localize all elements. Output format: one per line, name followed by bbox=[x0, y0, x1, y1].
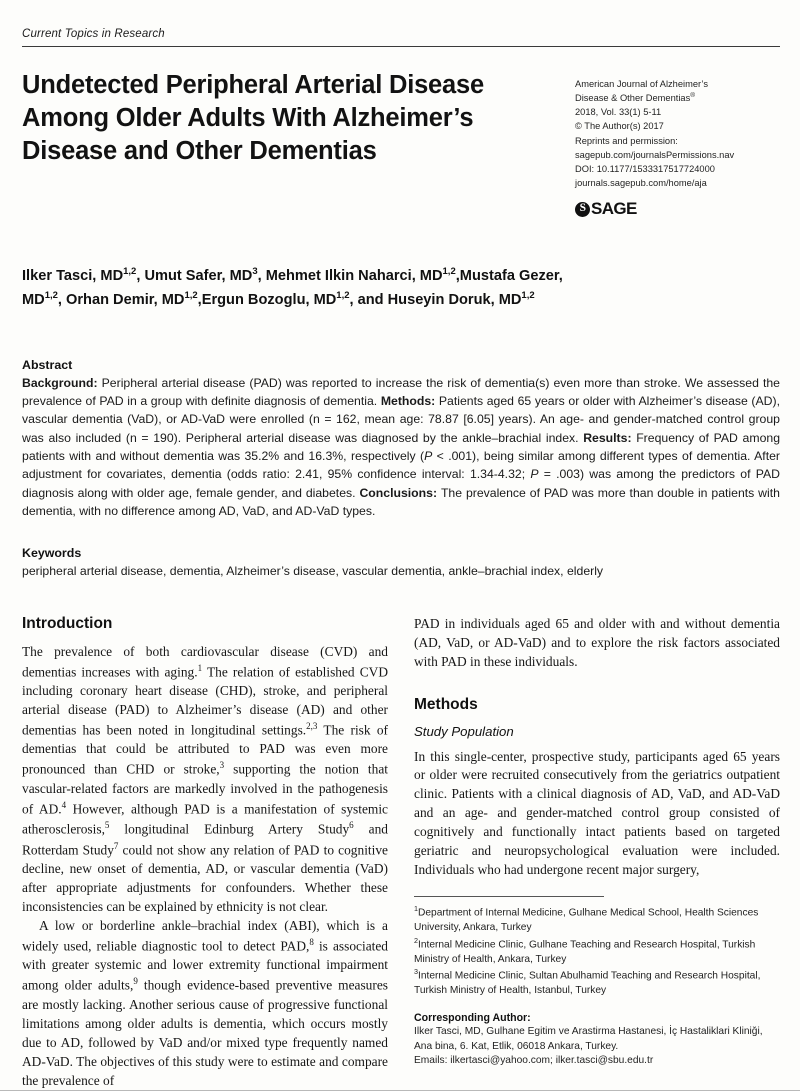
author-affiliation-marker: 1,2 bbox=[336, 289, 350, 301]
sage-logo bbox=[575, 196, 780, 222]
reprints-label: Reprints and permission: bbox=[575, 135, 678, 146]
journal-home-url[interactable]: journals.sagepub.com/home/aja bbox=[575, 177, 707, 188]
author-affiliation-marker: 3 bbox=[252, 265, 258, 277]
sage-circle-s-icon: S bbox=[575, 202, 590, 217]
keywords-text: peripheral arterial disease, dementia, Alzheimer’s disease, vascular dementia, ankle–brachial index, elderly bbox=[22, 564, 604, 579]
author-affiliation-marker: 1,2 bbox=[44, 289, 58, 301]
intro-paragraph-1: The prevalence of both cardiovascular disease (CVD) and dementias increases with aging.$^1$ The relation of established CVD including coronary heart disease (CHD), stroke, and peripheral arterial disease (PAD) to Alzheimer’s disease (AD) and other dementias has been noted in longitudinal settings.$^{2,3}$ The risk of dementias that could be attributed to PAD was even more pronounced than CHD or stroke,$^3$ supporting the notion that vascular-related factors are markedly involved in the pathogenesis of AD.$^4$ However, although PAD is a manifestation of systemic atherosclerosis,$^5$ longitudinal Edinburg Artery Study$^6$ and Rotterdam Study$^7$ could not show any relation of PAD to cognitive decline, new onset of dementia, AD, or vascular dementia (VaD) after appropriate adjustments for confounders. Whether these inconsistencies can be explained by ethnicity is not clear. bbox=[22, 643, 388, 915]
affiliation-item bbox=[414, 936, 780, 967]
journal-metadata bbox=[575, 69, 780, 222]
author-name: Umut Safer, MD bbox=[144, 267, 253, 284]
running-head: Current Topics in Research bbox=[22, 28, 165, 40]
corresponding-author-label: Corresponding Author: bbox=[414, 1012, 531, 1025]
abstract-section bbox=[22, 358, 780, 521]
body-columns bbox=[22, 615, 780, 1091]
affiliation-marker: 2 bbox=[414, 935, 418, 945]
author-affiliation-marker: 1,2 bbox=[184, 289, 198, 301]
affiliation-text: Internal Medicine Clinic, Sultan Abulhamid Teaching and Research Hospital, Turkish Ministry of Health, Istanbul, Turkey bbox=[414, 970, 761, 996]
author-name: Ilker Tasci, MD bbox=[22, 267, 124, 284]
doi[interactable]: DOI: 10.1177/1533317517724000 bbox=[575, 163, 715, 174]
journal-name-line1: American Journal of Alzheimer’s bbox=[575, 79, 708, 89]
corresponding-author-block bbox=[414, 1012, 780, 1068]
author-name: Orhan Demir, MD bbox=[66, 291, 185, 308]
methods-heading: Methods bbox=[414, 695, 478, 713]
header-divider bbox=[22, 46, 780, 47]
left-column bbox=[22, 615, 388, 1091]
author-list: Ilker Tasci, MD$^{1,2}$, Umut Safer, $MD^3$, Mehmet Ilkin Naharci, MD$^{1,2}$,Mustafa Gezer, MD$^{1,2}$, Orhan Demir, MD$^{1,2}$,Ergun Bozoglu, MD$^{1,2}$, and Huseyin Doruk, MD$^{1,2}$ bbox=[22, 265, 563, 308]
corresponding-author-line1: Ilker Tasci, MD, Gulhane Egitim ve Arastirma Hastanesi, İç Hastaliklari Kliniği, bbox=[414, 1026, 763, 1038]
affiliation-item bbox=[414, 967, 780, 998]
intro-paragraph-2: A low or borderline ankle–brachial index (ABI), which is a widely used, reliable diagnostic tool to detect PAD,$^8$ is associated with greater systemic and lower extremity functional impairment among older adults,$^9$ though evidence-based preventive measures are mostly lacking. Another serious cause of progressive functional limitations among older adults is dementia, which occurs mostly due to AD, followed by VaD and/or mixed type frequently named AD-VaD. The objectives of this study were to estimate and compare the prevalence of bbox=[22, 917, 389, 1088]
affiliation-text: Internal Medicine Clinic, Gulhane Teaching and Research Hospital, Turkish Ministry of Health, Ankara, Turkey bbox=[414, 939, 756, 965]
keywords-label: Keywords bbox=[22, 546, 82, 561]
affiliation-text: Department of Internal Medicine, Gulhane Medical School, Health Sciences University, Ankara, Turkey bbox=[414, 907, 759, 934]
abstract-text: Background: Peripheral arterial disease (PAD) was reported to increase the risk of dementia(s) even more than stroke. We assessed the prevalence of PAD in a group with definite diagnosis of dementia. Methods: Patients aged 65 years or older with Alzheimer’s disease (AD), vascular dementia (VaD), or AD-VaD were enrolled (n = 162, mean age: 78.87 [6.05] years). An age- and gender-matched control group was also included (n = 190). Peripheral arterial disease was diagnosed by the ankle–brachial index. Results: Frequency of PAD among patients with and without dementia was 35.2% and 16.3%, respectively (P < .001), being similar among different types of dementia. After adjustment for covariates, dementia (odds ratio: 2.41, 95% confidence interval: 1.34-4.32; P = .003) was among the predictors of PAD diagnosis along with older age, female gender, and diabetes. Conclusions: The prevalence of PAD was more than double in patients with dementia, with no difference among AD, VaD, and AD-VaD types. bbox=[22, 375, 781, 518]
author-name: Mustafa Gezer, MD bbox=[22, 267, 563, 308]
author-affiliation-marker: 1,2 bbox=[521, 289, 535, 301]
intro-continuation-paragraph: PAD in individuals aged 65 and older with and without dementia (AD, VaD, or AD-VaD) and to explore the risk factors associated with PAD in these individuals. bbox=[414, 615, 780, 669]
sage-wordmark: SAGE bbox=[591, 199, 637, 219]
author-name: Huseyin Doruk, MD bbox=[387, 291, 522, 308]
affiliation-marker: 3 bbox=[414, 967, 418, 977]
journal-volume: 2018, Vol. 33(1) 5-11 bbox=[575, 107, 662, 118]
introduction-heading: Introduction bbox=[22, 614, 113, 632]
title-block bbox=[22, 69, 522, 168]
affiliation-marker: 1 bbox=[414, 904, 418, 914]
author-name: Ergun Bozoglu, MD bbox=[201, 291, 337, 308]
reprints-url[interactable]: sagepub.com/journalsPermissions.nav bbox=[575, 149, 735, 160]
page-title: Undetected Peripheral Arterial Disease Among Older Adults With Alzheimer’s Disease and Other Dementias bbox=[22, 71, 484, 166]
title-and-meta-row bbox=[22, 69, 780, 222]
affiliation-item bbox=[414, 904, 780, 935]
corresponding-author-emails[interactable]: Emails: ilkertasci@yahoo.com; ilker.tasci@sbu.edu.tr bbox=[414, 1055, 654, 1067]
study-population-heading: Study Population bbox=[414, 723, 514, 739]
registered-mark-icon: ® bbox=[690, 92, 696, 100]
footnote-divider bbox=[414, 896, 604, 897]
right-column bbox=[414, 615, 780, 1091]
abstract-label: Abstract bbox=[22, 357, 73, 372]
author-affiliation-marker: 1,2 bbox=[123, 265, 137, 277]
affiliations-list bbox=[414, 904, 780, 998]
author-affiliation-marker: 1,2 bbox=[442, 265, 456, 277]
corresponding-author-line2: Ana bina, 6. Kat, Etlik, 06018 Ankara, Turkey. bbox=[414, 1040, 619, 1052]
author-name: Mehmet Ilkin Naharci, MD bbox=[265, 267, 443, 284]
keywords-section bbox=[22, 546, 780, 580]
journal-name-line2: Disease & Other Dementias® bbox=[575, 92, 696, 104]
journal-copyright: © The Author(s) 2017 bbox=[575, 121, 664, 132]
methods-paragraph: In this single-center, prospective study, participants aged 65 years or older were recruited consecutively from the geriatrics outpatient clinic. Patients with a clinical diagnosis of AD, VaD, and AD-VaD and an age- and gender-matched control group consisted of cognitively and functionally intact patients based on targeted geriatric and neuropsychological evaluation were included. Individuals who had undergone recent major surgery, bbox=[414, 748, 780, 878]
